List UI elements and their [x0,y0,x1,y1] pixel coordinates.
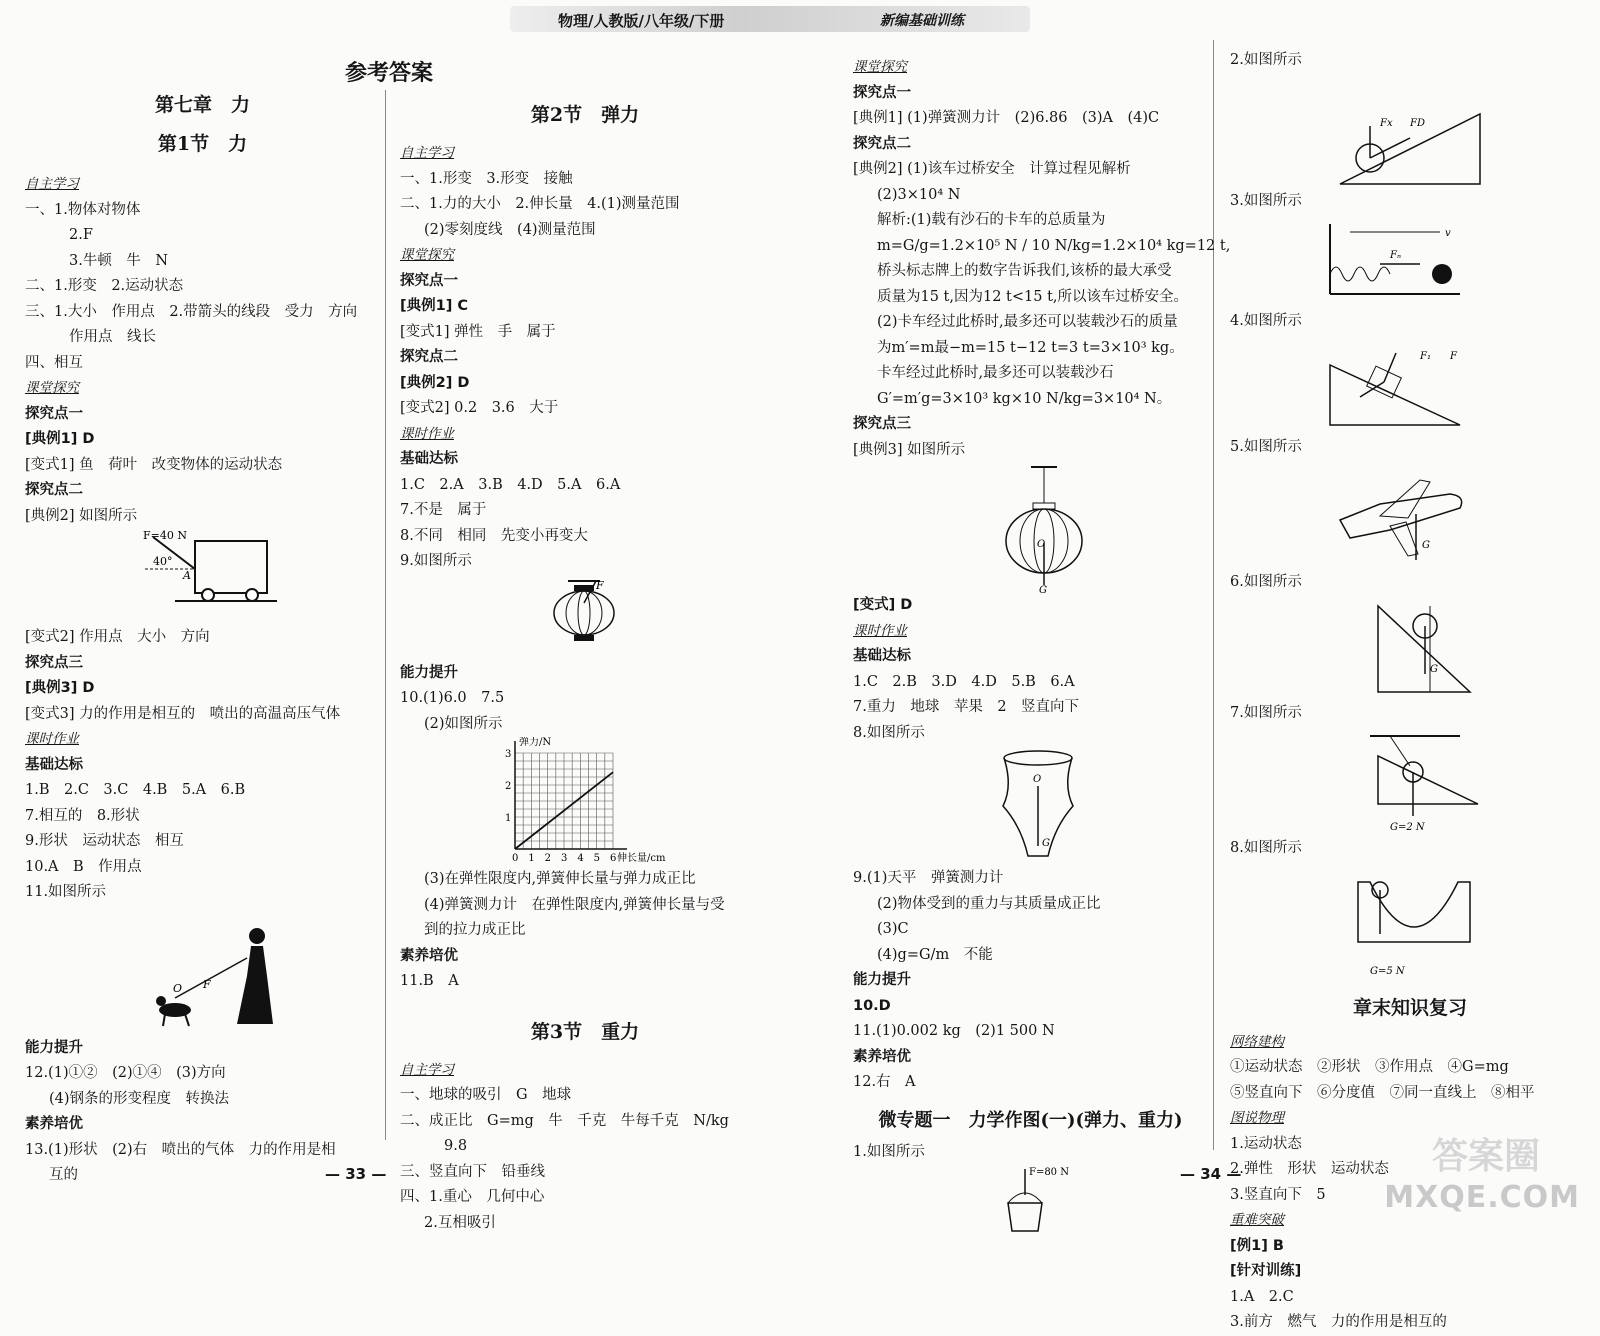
x-tick-label: 1 [528,853,535,864]
answer-line: 课堂探究 [400,247,454,263]
figure-caption: 7.如图所示 [1230,704,1302,721]
spring-force-chart [400,737,770,867]
figure-item [1230,570,1590,701]
force-diagram [1230,74,1530,189]
answer-line: (4)弹簧测力计 在弹性限度内,弹簧伸长量与受 [424,896,725,913]
answer-line: 一、地球的吸引 G 地球 [400,1087,572,1103]
figure-label: FD [1410,117,1425,129]
answer-line: 作用点 线长 [69,329,156,345]
answer-line: 课时作业 [853,622,907,639]
answer-line: (3)C [877,921,909,937]
answer-line: (2)零刻度线 (4)测量范围 [424,221,596,238]
answer-line: 桥头标志牌上的数字告诉我们,该桥的最大承受 [877,263,1172,279]
answer-line: 8.如图所示 [853,724,925,741]
force-diagram [1230,726,1530,836]
section-title: 第3节 重力 [530,1020,640,1043]
answer-line: 素养培优 [25,1116,83,1132]
page-number-left: — 33 — [325,1165,387,1183]
figure-label: Fₙ [1390,250,1401,261]
answer-line: 为m′=m最−m=15 t−12 t=3 t=3×10³ kg。 [877,339,1184,356]
answer-line: 三、竖直向下 铅垂线 [400,1163,545,1180]
answer-line: 13.(1)形状 (2)右 喷出的气体 力的作用是相 [25,1141,336,1158]
answer-line: 2.互相吸引 [424,1214,496,1231]
x-tick-label: 6 [610,853,617,864]
figure-label: G [1430,663,1438,675]
header-bar [510,6,1030,32]
answer-line: 探究点三 [853,416,911,432]
y-tick-label: 1 [505,813,512,824]
answer-line: 1.B 2.C 3.C 4.B 5.A 6.B [25,782,246,798]
figure-item [1230,48,1590,189]
answer-line: [典例1] D [25,431,95,447]
answer-line: 素养培优 [853,1048,911,1065]
answer-line: 课时作业 [400,425,454,442]
force-diagram [1230,862,1530,987]
column-1 [25,90,380,1189]
force-diagram [1230,335,1530,435]
answer-line: 基础达标 [400,451,458,467]
figure-label: G=2 N [1390,822,1425,833]
answer-line: G′=m′g=3×10³ kg×10 N/kg=3×10⁴ N。 [877,390,1172,407]
answer-line: 自主学习 [400,1061,454,1078]
answer-line: 网络建构 [1230,1033,1284,1050]
figure-label: G [1422,540,1430,551]
answer-line: 互的 [49,1167,78,1183]
answer-line: m=G/g=1.2×10⁵ N / 10 N/kg=1.2×10⁴ kg=12 t, [877,237,1231,254]
answer-list [853,593,1208,746]
answer-line: 2.F [69,227,93,243]
figure-label: F₁ [1420,350,1431,362]
header-right: 新编基础训练 [880,13,964,29]
point-label: A [183,569,191,582]
answer-line: 二、1.力的大小 2.伸长量 4.(1)测量范围 [400,196,680,212]
answer-line: [典例3] D [25,680,95,696]
answer-line: 基础达标 [853,648,911,664]
section-title: 第2节 弹力 [530,104,640,126]
answer-line: [变式1] 鱼 荷叶 改变物体的运动状态 [25,456,283,473]
watermark-url: MXQE.COM [1384,1180,1580,1215]
answer-line: [变式1] 弹性 手 属于 [400,323,556,340]
figure-item [1230,309,1590,435]
answer-line: 3.牛顿 牛 N [69,252,169,269]
y-tick-label: 2 [505,781,512,792]
angle-label: 40° [153,555,173,568]
hanging-lantern-figure [853,463,1208,593]
answer-line: (2)卡车经过此桥时,最多还可以装载沙石的质量 [877,314,1178,330]
answer-line: [变式3] 力的作用是相互的 喷出的高温高压气体 [25,705,341,722]
answer-list [400,661,770,738]
review-title: 章末知识复习 [1352,996,1467,1019]
bucket-figure [853,1165,1208,1235]
cart-figure [25,529,380,615]
lantern-figure [400,575,770,655]
figure-caption: 3.如图所示 [1230,192,1302,209]
force-label: F=40 N [143,529,187,542]
force-diagram [1230,460,1530,570]
o-label: O [1033,774,1042,785]
answer-line: [典例1] C [400,298,469,314]
answer-line: [变式2] 0.2 3.6 大于 [400,400,559,416]
answer-line: 7.相互的 8.形状 [25,807,140,824]
answer-line: 能力提升 [853,972,911,988]
answer-line: (2)如图所示 [424,715,503,732]
x-axis-label: 伸长量/cm [617,853,666,864]
watermark-logo: 答案圈 [1431,1136,1540,1177]
special-topic-title: 微专题一 力学作图(一)(弹力、重力) [878,1109,1183,1131]
answer-list [25,172,380,529]
answer-line: 课堂探究 [853,59,907,75]
figure-caption: 5.如图所示 [1230,438,1302,455]
column-2 [400,100,770,1236]
f-label: F [596,578,604,592]
figure-item [1230,701,1590,837]
answer-line: 9.8 [444,1138,468,1154]
answer-list [400,867,770,995]
x-tick-label: 4 [577,853,584,864]
answer-line: (2)物体受到的重力与其质量成正比 [877,895,1101,912]
answer-line: 探究点二 [25,482,83,498]
x-tick-label: 0 [512,853,519,864]
answer-line: 2.弹性 形状 运动状态 [1230,1161,1389,1177]
x-tick-label: 2 [544,853,552,864]
answer-line: 素养培优 [400,947,458,964]
o-label: O [1037,539,1046,550]
answer-line: 自主学习 [400,145,454,161]
answer-line: [变式2] 作用点 大小 方向 [25,629,210,645]
answer-line: [针对训练] [1230,1263,1302,1279]
answer-line: 自主学习 [25,176,79,192]
answer-line: 一、1.物体对物体 [25,201,141,218]
answer-line: 一、1.形变 3.形变 接触 [400,170,573,187]
answer-line: 1.如图所示 [853,1143,925,1160]
force-diagram [1230,596,1530,701]
answer-line: 9.如图所示 [400,553,472,569]
main-title: 参考答案 [345,61,434,86]
figure-item [1230,836,1590,987]
answer-line: 能力提升 [25,1039,83,1056]
answer-line: 探究点一 [400,272,458,289]
answer-list [400,1058,770,1237]
answer-line: [典例3] 如图所示 [853,441,966,458]
answer-line: [典例2] 如图所示 [25,507,138,524]
f-label: F [203,977,211,991]
answer-line: 9.(1)天平 弹簧测力计 [853,870,1004,886]
o-label: O [173,981,183,995]
answer-list [853,866,1208,1096]
answer-line: 1.A 2.C [1230,1288,1294,1305]
force-diagram [1230,214,1530,309]
answer-line: 12.右 A [853,1074,916,1090]
answer-line: 10.A B 作用点 [25,858,142,875]
answer-line: 二、1.形变 2.运动状态 [25,278,184,294]
answer-list [853,1140,1208,1166]
answer-line: 到的拉力成正比 [424,922,526,938]
header-left: 物理/人教版/八年级/下册 [558,12,725,30]
answer-line: 7.重力 地球 苹果 2 竖直向下 [853,699,1080,715]
answer-line: 二、成正比 G=mg 牛 千克 牛每千克 N/kg [400,1112,729,1129]
g-label: G [1039,585,1047,593]
answer-line: 探究点一 [25,405,83,422]
answer-line: 图说物理 [1230,1110,1284,1126]
answer-line: (3)在弹性限度内,弹簧伸长量与弹力成正比 [424,871,696,887]
answer-line: 1.C 2.A 3.B 4.D 5.A 6.A [400,476,621,493]
figure-list [1230,48,1590,987]
answer-list [25,625,380,906]
answer-line: 11.B A [400,973,459,989]
figure-caption: 4.如图所示 [1230,313,1302,329]
figure-item [1230,435,1590,571]
answer-line: [典例2] D [400,374,470,391]
answer-line: 课时作业 [25,731,79,747]
answer-line: 探究点二 [853,135,911,152]
answer-line: 基础达标 [25,756,83,773]
figure-label: G=5 N [1370,965,1405,977]
figure-label: Fx [1380,117,1393,129]
answer-line: ⑤竖直向下 ⑥分度值 ⑦同一直线上 ⑧相平 [1230,1084,1535,1101]
answer-line: 10.D [853,997,891,1014]
answer-line: [典例2] (1)该车过桥安全 计算过程见解析 [853,161,1131,177]
answer-line: 7.不是 属于 [400,502,487,518]
figure-caption: 6.如图所示 [1230,574,1302,590]
answer-line: 11.(1)0.002 kg (2)1 500 N [853,1023,1055,1039]
figure-label: F [1450,350,1457,362]
answer-line: 探究点三 [25,654,83,671]
answer-line: 3.竖直向下 5 [1230,1186,1326,1203]
x-tick-label: 3 [561,853,568,864]
page-number-right: — 34 — [1180,1165,1242,1183]
vase-figure [853,746,1208,866]
answer-line: 1.C 2.B 3.D 4.D 5.B 6.A [853,673,1075,690]
x-tick-label: 5 [593,853,601,864]
answer-line: 1.运动状态 [1230,1135,1302,1152]
answer-line: 课堂探究 [25,380,79,396]
answer-line: 探究点二 [400,349,458,365]
answer-line: 9.形状 运动状态 相互 [25,833,184,849]
answer-line: ①运动状态 ②形状 ③作用点 ④G=mg [1230,1059,1509,1075]
answer-line: (4)钢条的形变程度 转换法 [49,1090,230,1107]
answer-line: 3.前方 燃气 力的作用是相互的 [1230,1314,1447,1330]
answer-line: 质量为15 t,因为12 t<15 t,所以该车过桥安全。 [877,288,1189,305]
answer-line: 卡车经过此桥时,最多还可以装载沙石 [877,365,1114,381]
answer-line: (4)g=G/m 不能 [877,946,993,963]
answer-line: 四、相互 [25,354,83,371]
answer-list [400,141,770,575]
answer-line: [例1] B [1230,1237,1284,1254]
y-tick-label: 3 [505,749,512,760]
force-label: F=80 N [1029,1167,1069,1178]
answer-line: [变式] D [853,597,913,613]
dog-walker-figure [25,906,380,1036]
answer-list [853,55,1231,463]
section-title: 第1节 力 [157,133,248,155]
figure-item [1230,189,1590,310]
answer-line: 解析:(1)载有沙石的卡车的总质量为 [877,212,1106,228]
answer-line: (2)3×10⁴ N [877,186,961,203]
g-label: G [1042,838,1050,849]
answer-line: [典例1] (1)弹簧测力计 (2)6.86 (3)A (4)C [853,110,1160,126]
figure-label: v [1445,228,1451,239]
answer-line: 三、1.大小 作用点 2.带箭头的线段 受力 方向 [25,303,358,320]
chapter-title: 第七章 力 [154,94,250,116]
y-axis-label: 弹力/N [519,737,552,748]
answer-line: 12.(1)①② (2)①④ (3)方向 [25,1065,226,1081]
answer-line: 10.(1)6.0 7.5 [400,690,505,706]
answer-line: 11.如图所示 [25,884,107,900]
divider [1213,40,1214,1150]
figure-caption: 8.如图所示 [1230,840,1302,856]
answer-line: 能力提升 [400,664,458,681]
answer-line: 重难突破 [1230,1212,1284,1228]
answer-line: 探究点一 [853,84,911,101]
answer-line: 四、1.重心 几何中心 [400,1189,545,1205]
answer-line: 8.不同 相同 先变小再变大 [400,527,588,544]
divider [385,90,386,1140]
figure-caption: 2.如图所示 [1230,52,1302,68]
